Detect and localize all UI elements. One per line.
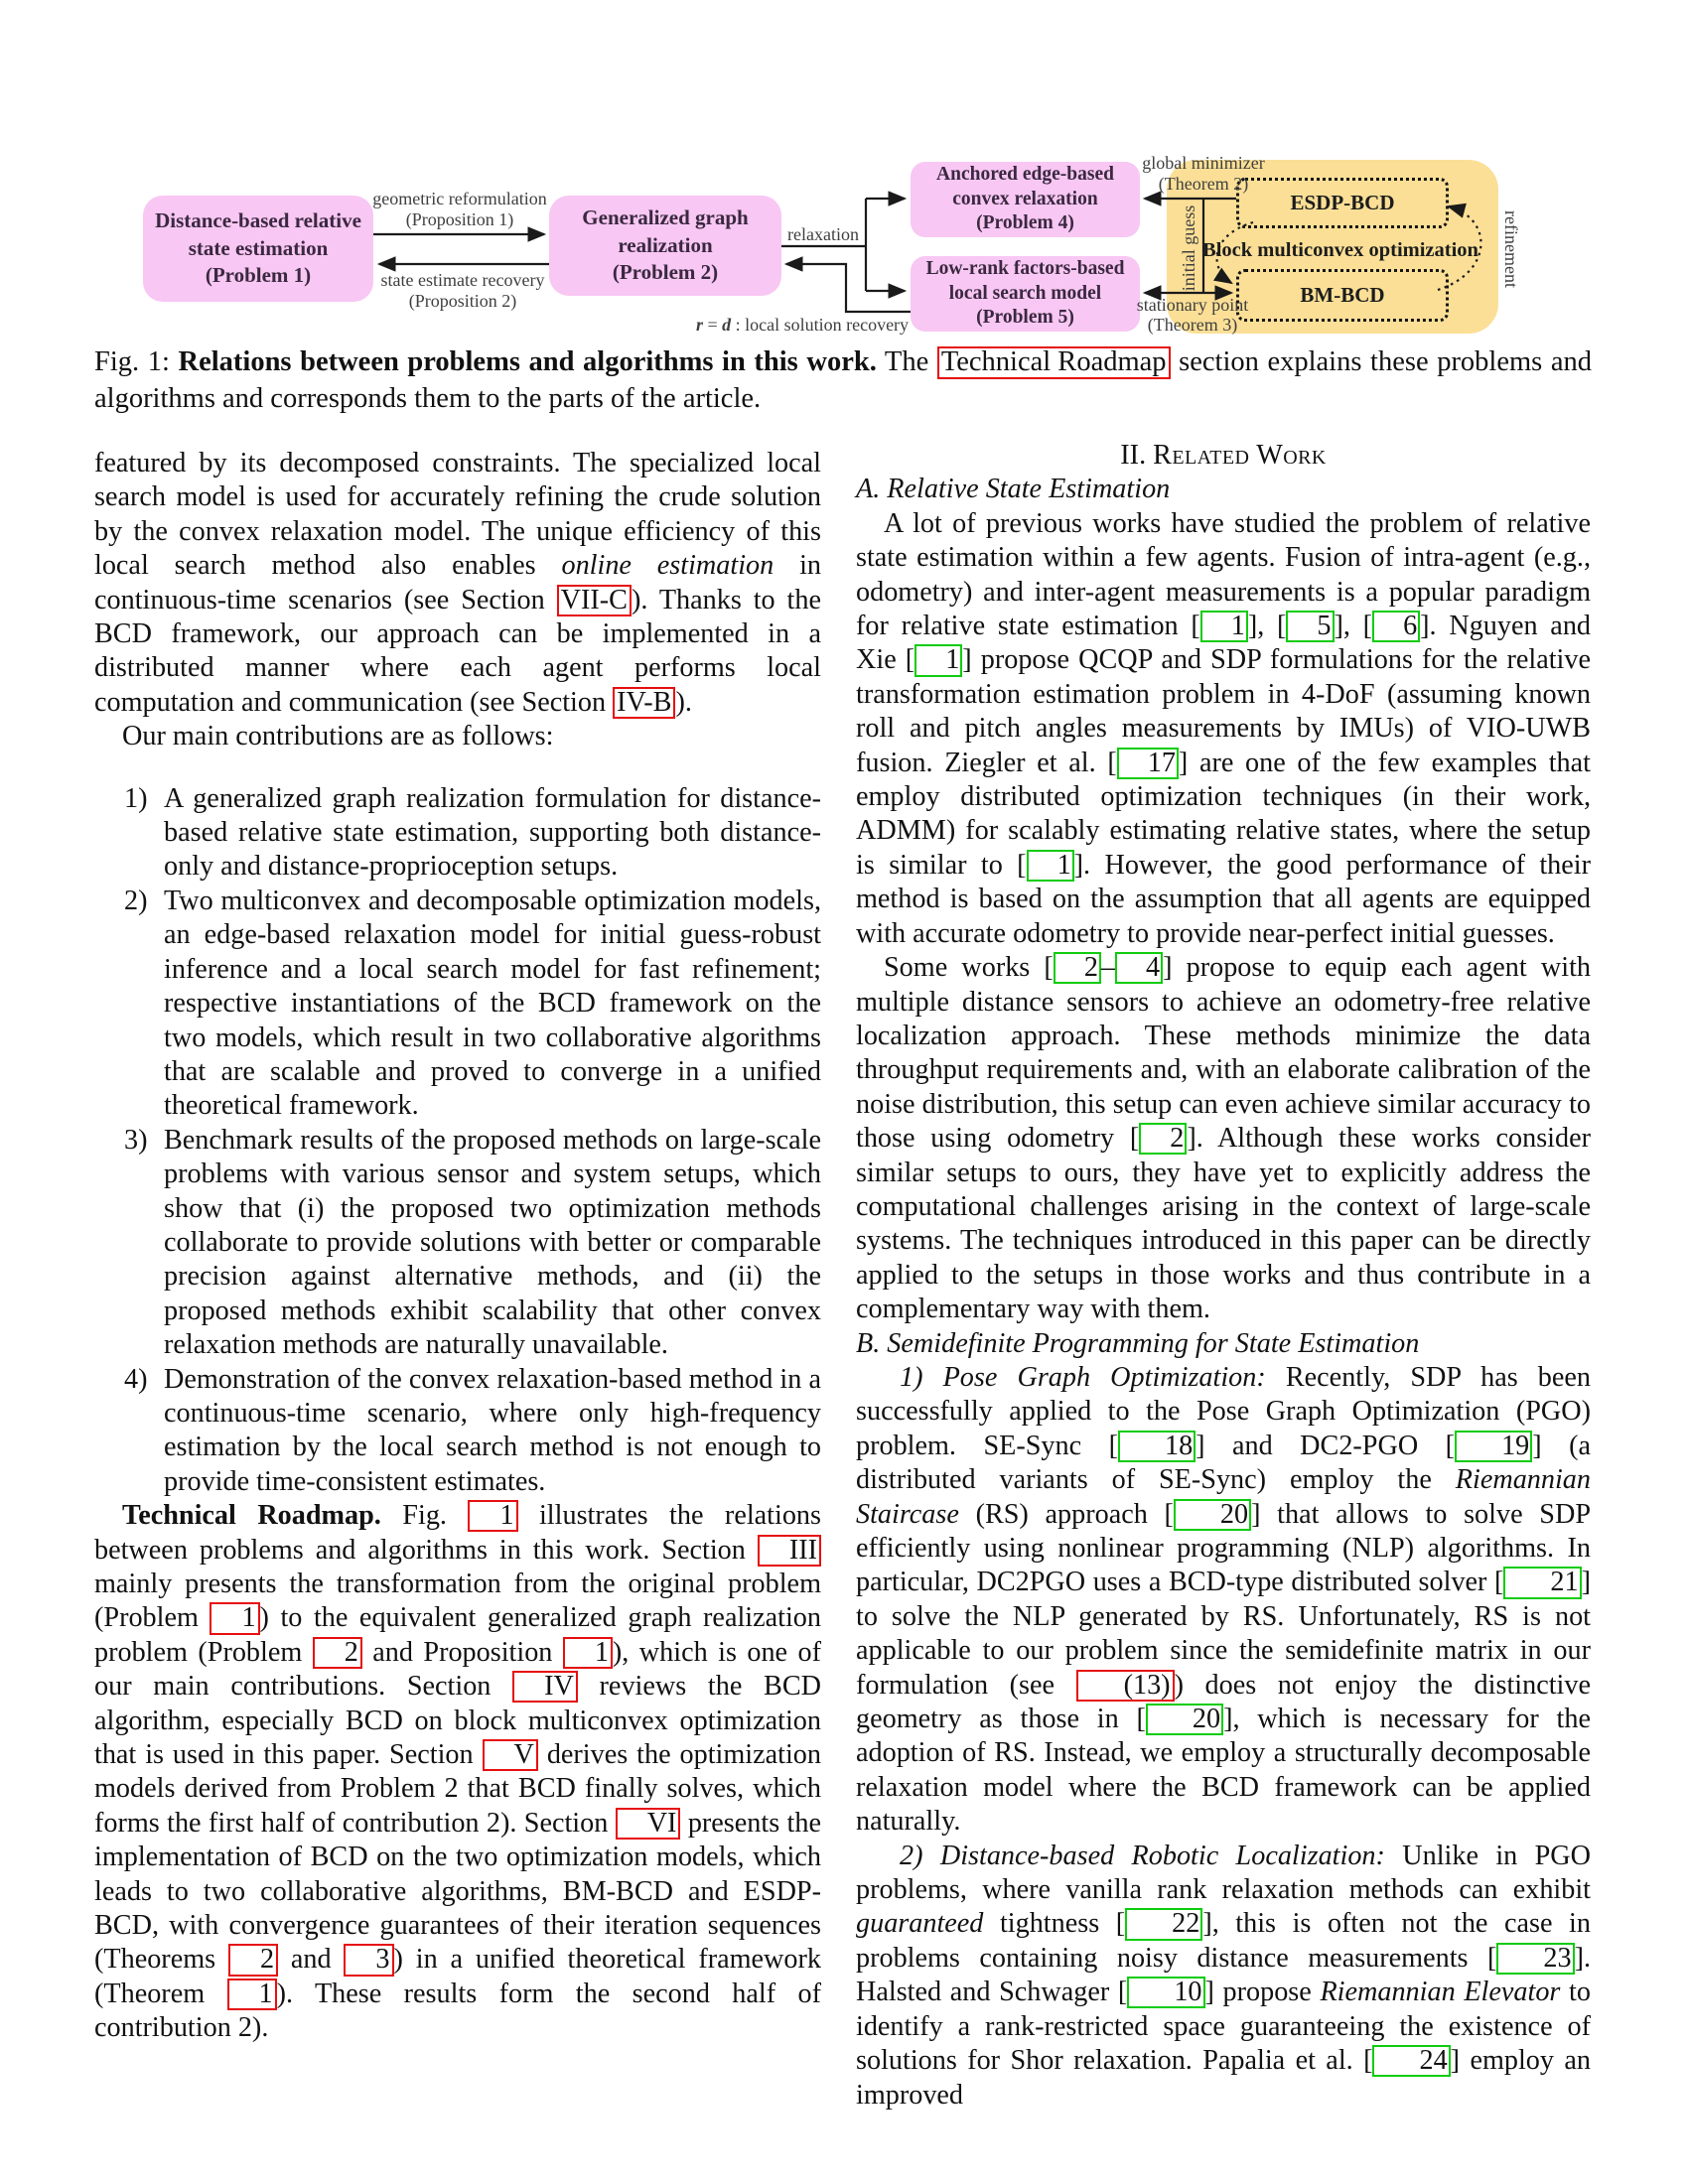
text-segment: Benchmark results of the proposed methods on large-scale problems with various sensor and system setups, which show that (i) the proposed two optimization methods collaborate to provide solutions with better or comparable precision against alternative methods, and (ii) the proposed methods exhibit scalability that other convex relaxation methods are naturally unavailable. [164, 1124, 821, 1361]
edge-label-state-estimate-recovery: state estimate recovery [380, 270, 545, 290]
edge-label-theorem3: (Theorem 3) [1147, 315, 1238, 335]
ref-link[interactable]: 2 [228, 1944, 278, 1976]
text-segment: Unlike in PGO problems, where vanilla rank relaxation methods can exhibit [856, 1840, 1592, 1906]
text-segment: in continuous-time scenarios (see Section [94, 550, 821, 615]
edge-label-proposition2: (Proposition 2) [408, 291, 517, 311]
ref-link[interactable]: 2 [313, 1637, 362, 1669]
text-segment: featured by its decomposed constraints. The specialized local search model is used for accurately refining the crude solution by the convex relaxation model. The unique efficiency of this local search method also enables [94, 448, 821, 582]
box-label: Generalized graph [582, 205, 749, 229]
list-item-text [164, 1364, 821, 1497]
paragraph [856, 1361, 1591, 1840]
text-segment: to identify a rank-restricted space guaranteeing the existence of solutions for Shor relaxation. Papalia et al. [ [856, 1977, 1591, 2077]
cite-link[interactable]: 4 [1115, 952, 1163, 984]
text-segment: Recently, SDP has been successfully applied to the Pose Graph Optimization (PGO) problem. SE-Sync [ [856, 1361, 1591, 1461]
ref-link[interactable]: VII-C [557, 585, 632, 616]
ref-link[interactable]: 3 [344, 1944, 393, 1976]
text-segment: mainly presents the transformation from the original problem (Problem [94, 1569, 821, 1634]
contributions-list [94, 782, 821, 1500]
list-item-number: 1) [124, 782, 148, 814]
ref-link[interactable]: 1 [563, 1637, 613, 1669]
box-label: Anchored edge-based [936, 163, 1114, 185]
text-segment: ) does not enjoy the distinctive geometry as those in [ [856, 1669, 1591, 1735]
cite-link[interactable]: 1 [914, 644, 962, 676]
text-segment: ) in a unified theoretical framework (Theorem [94, 1944, 821, 2009]
text-segment: ], which is necessary for the adoption of RS. Instead, we employ a structurally decomposable relaxation model where the BCD framework can be applied naturally. [856, 1704, 1591, 1838]
text-segment: Two multiconvex and decomposable optimization models, an edge-based relaxation model for initial guess-robust inference and a local search model for fast refinement; respective instantiations of the BCD framework on the two models, which result in two collaborative algorithms that are scalable and proved to converge in a unified theoretical framework. [164, 885, 821, 1122]
box-label: convex relaxation [952, 188, 1098, 209]
text-segment: ). These results form the second half of contribution 2). [94, 1978, 821, 2044]
box-label: (Problem 1) [205, 263, 312, 288]
ref-link[interactable]: IV [512, 1671, 578, 1703]
technical-roadmap-paragraph [94, 1499, 821, 2046]
text-segment: – [1100, 952, 1115, 984]
ref-link[interactable]: 1 [468, 1500, 517, 1532]
paragraph [856, 507, 1591, 951]
ref-link[interactable]: IV-B [613, 687, 675, 719]
edge-label-stationary-point: stationary point [1136, 295, 1249, 315]
box-label: (Problem 2) [612, 260, 719, 285]
text-segment: ]. Halsted and Schwager [ [856, 1942, 1591, 2008]
text-segment: ] are one of the few examples that employ distributed optimization techniques (in their work, ADMM) for scalably estimating relative states, where the setup is similar to [ [856, 747, 1591, 881]
cite-link[interactable]: 22 [1125, 1908, 1202, 1940]
section-number: II. [1120, 440, 1147, 471]
text-segment: ) to the equivalent generalized graph realization problem (Problem [94, 1602, 821, 1668]
text-segment: guaranteed [856, 1908, 984, 1940]
edge-label-relaxation: relaxation [787, 224, 859, 244]
cite-link[interactable]: 19 [1455, 1431, 1532, 1462]
text-segment: ]. Nguyen and Xie [ [856, 611, 1592, 676]
cite-link[interactable]: 5 [1286, 611, 1334, 642]
ref-link[interactable]: (13) [1076, 1670, 1175, 1702]
text-segment: The [876, 346, 937, 377]
text-segment: ] that allows to solve SDP efficiently using nonlinear programming (NLP) algorithms. In particular, DC2PGO uses a BCD-type distributed solver [ [856, 1498, 1591, 1598]
text-segment: (RS) approach [ [958, 1498, 1174, 1530]
text-segment: ] to solve the NLP generated by RS. Unfortunately, RS is not applicable to our problem since the semidefinite matrix in our formulation (see [856, 1567, 1591, 1701]
list-item-text [164, 783, 821, 883]
list-item [94, 1363, 821, 1500]
cite-link[interactable]: 20 [1146, 1704, 1223, 1735]
figure-arrows [0, 0, 1688, 357]
text-segment: ), which is one of our main contributions. Section [94, 1636, 821, 1703]
text-segment: and [278, 1944, 345, 1976]
text-segment: ). Thanks to the BCD framework, our approach can be implemented in a distributed manner where each agent performs local computation and communication (see Section [94, 584, 821, 718]
cite-link[interactable]: 18 [1118, 1431, 1196, 1462]
list-item-text [164, 1125, 821, 1360]
text-segment: Technical Roadmap. [122, 1500, 381, 1532]
box-label: realization [618, 232, 713, 257]
dotted-cycle-left [1217, 222, 1253, 283]
box-label: state estimation [188, 235, 329, 260]
list-item [94, 782, 821, 885]
box-label: ESDP-BCD [1290, 191, 1395, 214]
ref-link[interactable]: III [758, 1535, 821, 1567]
subsection-heading-a: A. Relative State Estimation [856, 474, 1171, 505]
ref-link[interactable]: Technical Roadmap [937, 346, 1171, 379]
text-segment: illustrates the relations between problems and algorithms in this work. Section [94, 1500, 821, 1566]
text-segment: Riemannian Staircase [856, 1464, 1591, 1530]
cite-link[interactable]: 23 [1496, 1943, 1574, 1975]
text-segment: ] employ an improved [856, 2045, 1591, 2111]
text-segment: section explains these problems and algorithms and corresponds them to the parts of the article. [94, 346, 1593, 414]
left-column [94, 447, 821, 2046]
paragraph [856, 1840, 1591, 2113]
box-label: Distance-based relative [155, 207, 361, 232]
edge-label-global-minimizer: global minimizer [1142, 153, 1265, 173]
text-segment: Riemannian Elevator [1320, 1977, 1561, 2008]
cite-link[interactable]: 1 [1200, 611, 1248, 642]
box-label: (Problem 4) [976, 212, 1074, 234]
text-segment: A lot of previous works have studied the problem of relative state estimation within a few agents. Fusion of intra-agent (e.g., odometry) and inter-agent measurements is a popular paradigm for relative state estimation [ [856, 507, 1591, 642]
edge-label-initial-guess: initial guess [1179, 205, 1198, 292]
contributions-intro [94, 720, 821, 753]
text-segment: tightness [ [983, 1908, 1126, 1940]
text-segment: 1) Pose Graph Optimization: [900, 1361, 1266, 1393]
text-segment: derives the optimization models derived from Problem 2 that BCD finally solves, which forms the first half of contribution 2). Section [94, 1739, 821, 1839]
text-segment: = [702, 315, 723, 335]
text-segment: and Proposition [361, 1636, 563, 1668]
ref-link[interactable]: 1 [227, 1979, 277, 2010]
cite-link[interactable]: 24 [1372, 2045, 1450, 2077]
text-segment: A generalized graph realization formulation for distance-based relative state estimation, supporting both distance-only and distance-proprioception setups. [164, 782, 821, 883]
section-heading-related-work [856, 439, 1591, 473]
list-item-text [164, 886, 821, 1121]
list-item-number: 2) [124, 885, 148, 916]
ref-link[interactable]: V [483, 1739, 538, 1771]
text-segment: ]. Although these works consider similar setups to ours, they have yet to explicitly address the computational challenges arising in the context of large-scale systems. The techniques introduced in this paper can be directly applied to the setups in those works and thus contribute in a complementary way with them. [856, 1123, 1591, 1325]
text-segment: 2) Distance-based Robotic Localization: [900, 1840, 1385, 1871]
cite-link[interactable]: 17 [1117, 748, 1179, 779]
text-segment: Demonstration of the convex relaxation-based method in a continuous-time scenario, where only high-frequency estimation by the local search method is not enough to provide time-consistent estimates. [164, 1363, 821, 1497]
cite-link[interactable]: 6 [1372, 611, 1420, 642]
right-column [856, 439, 1591, 2113]
ref-link[interactable]: 1 [210, 1602, 259, 1634]
text-segment: ] and DC2-PGO [ [1196, 1430, 1456, 1461]
list-item-number: 3) [124, 1124, 148, 1156]
list-item [94, 885, 821, 1124]
text-segment: Fig. 1: [94, 346, 179, 377]
cite-link[interactable]: 2 [1054, 952, 1101, 984]
paragraph [856, 951, 1591, 1326]
box-label: BM-BCD [1300, 283, 1385, 307]
figure-1 [0, 0, 1688, 357]
edge-label-proposition1: (Proposition 1) [405, 209, 514, 229]
text-segment: Relations between problems and algorithms in this work. [178, 346, 877, 377]
paragraph [94, 447, 821, 720]
cite-link[interactable]: 10 [1127, 1977, 1204, 2008]
text-segment: ], [ [1334, 611, 1373, 642]
text-segment: ] propose QCQP and SDP formulations for the relative transformation estimation problem in 4-DoF (assuming known roll and pitch angles measurements by IMUs) of VIO-UWB fusion. Ziegler et al. [ [856, 644, 1591, 778]
text-segment: Our main contributions are as follows: [122, 721, 554, 752]
text-segment: : local solution recovery [731, 315, 910, 335]
section-title: Related Work [1153, 440, 1327, 471]
cite-link[interactable]: 1 [1027, 850, 1074, 882]
ref-link[interactable]: VI [616, 1808, 681, 1840]
text-segment: ], [ [1247, 611, 1287, 642]
text-segment: ]. However, the good performance of their method is based on the assumption that all agents are equipped with accurate odometry to provide near-perfect initial guesses. [856, 849, 1591, 949]
text-segment: Fig. [380, 1500, 469, 1532]
text-segment: online estimation [561, 550, 774, 582]
text-segment: ). [675, 686, 692, 718]
text-segment: ] propose to equip each agent with multiple distance sensors to achieve an odometry-free relative localization approach. These methods minimize the data throughput requirements and, with an elaborate calibration of the noise distribution, this setup can even achieve similar accuracy to those using odometry [ [856, 952, 1591, 1155]
arrow-p5-to-p2 [786, 264, 911, 312]
text-segment: ] propose [1204, 1977, 1321, 2008]
list-item [94, 1124, 821, 1363]
dotted-cycle-right [1438, 206, 1480, 290]
subsection-heading-b: B. Semidefinite Programming for State Estimation [856, 1327, 1420, 1359]
box-label: local search model [948, 282, 1102, 304]
list-item-number: 4) [124, 1363, 148, 1395]
text-segment: Some works [ [884, 952, 1054, 984]
box-label: (Problem 5) [976, 307, 1074, 329]
cite-link[interactable]: 20 [1174, 1499, 1251, 1531]
edge-label-theorem2: (Theorem 2) [1158, 174, 1249, 194]
text-segment: ], this is often not the case in problems containing noisy distance measurements [ [856, 1908, 1591, 1974]
block-multiconvex-label: Block multiconvex optimization [1202, 239, 1478, 261]
text-segment: presents the implementation of BCD on the two optimization models, which leads to two collaborative algorithms, BM-BCD and ESDP-BCD, with convergence guarantees of their iteration sequences (Theorems [94, 1807, 821, 1976]
text-segment: r [695, 315, 703, 335]
text-segment: d [722, 315, 732, 335]
figure-caption [94, 343, 1592, 417]
text-segment: reviews the BCD algorithm, especially BCD on block multiconvex optimization that is used in this paper. Section [94, 1671, 821, 1771]
edge-label-refinement: refinement [1501, 210, 1521, 288]
cite-link[interactable]: 2 [1139, 1123, 1187, 1155]
edge-label-geometric-reformulation: geometric reformulation [372, 189, 547, 208]
cite-link[interactable]: 21 [1503, 1567, 1581, 1598]
box-label: Low-rank factors-based [925, 257, 1125, 279]
text-segment: ] (a distributed variants of SE-Sync) employ the [856, 1430, 1592, 1496]
